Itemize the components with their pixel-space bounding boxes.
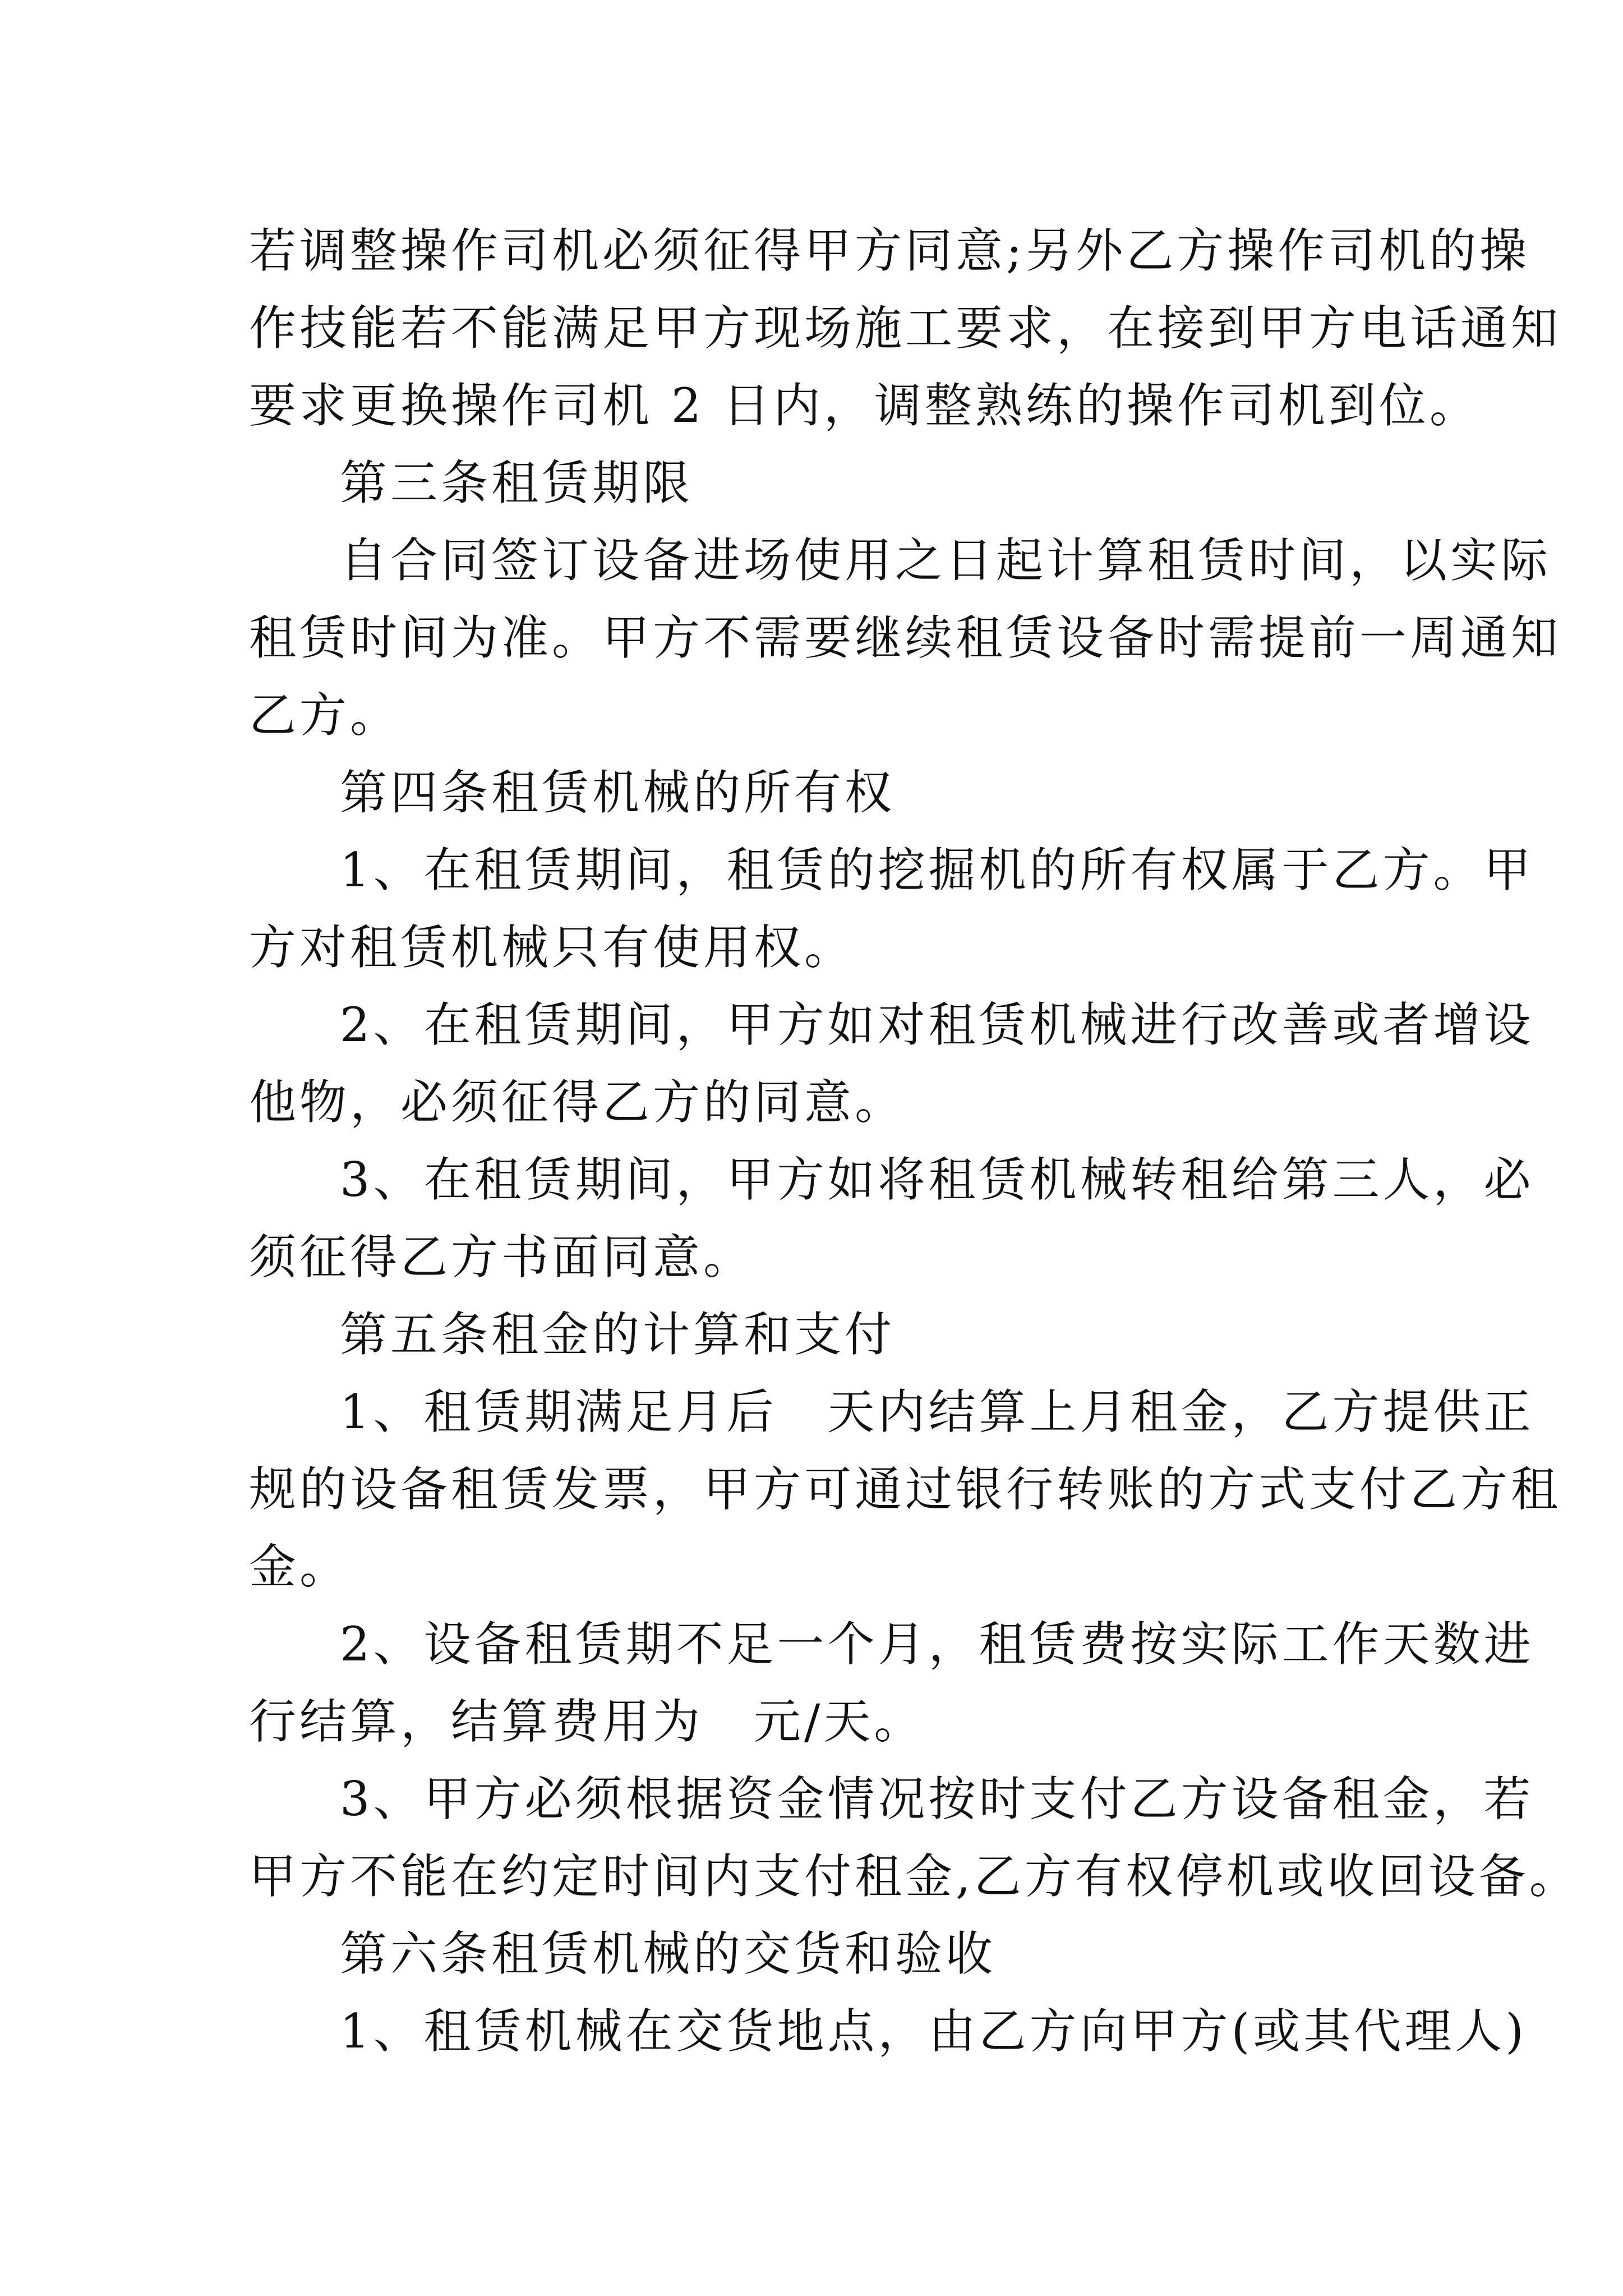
text-line: 1、在租赁期间，租赁的挖掘机的所有权属于乙方。甲 [340,843,1534,898]
text-line: 2、在租赁期间，甲方如对租赁机械进行改善或者增设 [340,997,1534,1052]
text-line: 自合同签订设备进场使用之日起计算租赁时间，以实际 [340,533,1552,588]
text-line: 1、租赁期满足月后 天内结算上月租金，乙方提供正 [340,1384,1534,1439]
text-line: 方对租赁机械只有使用权。 [249,920,855,975]
text-line: 规的设备租赁发票，甲方可通过银行转账的方式支付乙方租 [249,1462,1562,1517]
text-line: 行结算，结算费用为 元/天。 [249,1694,925,1749]
text-line: 3、甲方必须根据资金情况按时支付乙方设备租金，若 [340,1772,1534,1826]
text-line: 须征得乙方书面同意。 [249,1230,754,1285]
section-heading: 第五条租金的计算和支付 [340,1307,896,1362]
section-heading: 第四条租赁机械的所有权 [340,765,896,820]
text-line: 3、在租赁期间，甲方如将租赁机械转租给第三人，必 [340,1152,1534,1207]
text-line: 2、设备租赁期不足一个月，租赁费按实际工作天数进 [340,1617,1534,1672]
section-heading: 第三条租赁期限 [340,455,694,510]
text-line: 作技能若不能满足甲方现场施工要求，在接到甲方电话通知 [249,301,1562,356]
text-line: 金。 [249,1539,351,1594]
section-heading: 第六条租赁机械的交货和验收 [340,1926,997,1981]
text-line: 他物，必须征得乙方的同意。 [249,1075,906,1130]
text-line: 若调整操作司机必须征得甲方同意;另外乙方操作司机的操 [249,223,1530,278]
text-line: 租赁时间为准。甲方不需要继续租赁设备时需提前一周通知 [249,610,1562,665]
document-body [249,212,1580,2070]
text-line: 乙方。 [249,688,401,743]
text-line: 要求更换操作司机 2 日内，调整熟练的操作司机到位。 [249,378,1480,433]
text-line: 1、租赁机械在交货地点，由乙方向甲方(或其代理人) [340,2004,1527,2059]
text-line: 甲方不能在约定时间内支付租金,乙方有权停机或收回设备。 [249,1849,1580,1904]
